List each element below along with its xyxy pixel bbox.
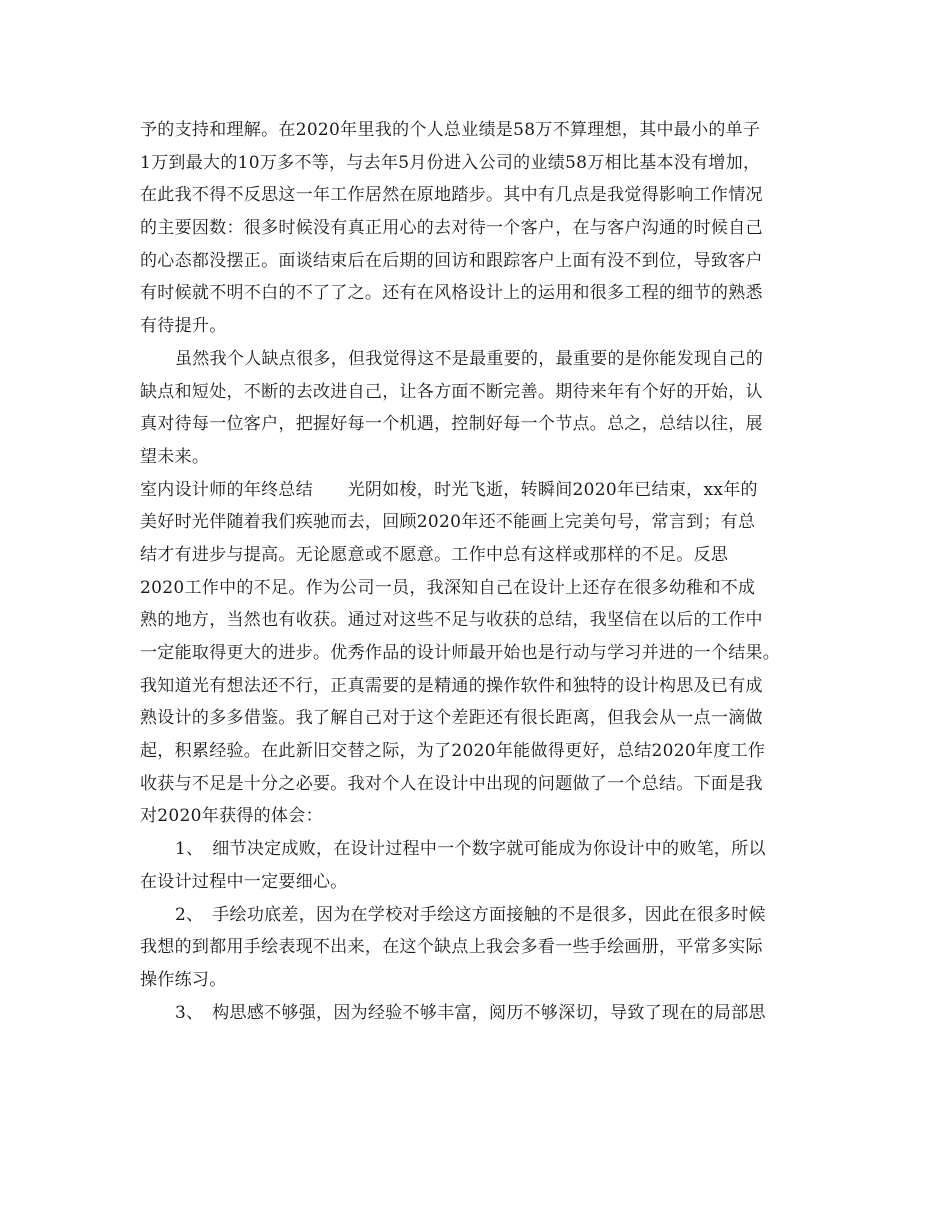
text-line: 操作练习。 — [140, 969, 227, 990]
text-line: 熟的地方，当然也有收获。通过对这些不足与收获的总结，我坚信在以后的工作中 — [140, 610, 763, 631]
text-line: 我知道光有想法还不行，正真需要的是精通的操作软件和独特的设计构思及已有成 — [140, 675, 763, 696]
text-line: 1万到最大的10万多不等，与去年5月份进入公司的业绩58万相比基本没有增加， — [140, 152, 761, 173]
text-line: 予的支持和理解。在2020年里我的个人总业绩是58万不算理想，其中最小的单子 — [140, 120, 761, 140]
text-line: 起，积累经验。在此新旧交替之际，为了2020年能做得更好，总结2020年度工作 — [140, 741, 766, 762]
text-line: 望未来。 — [140, 446, 210, 467]
text-line: 我想的到都用手绘表现不出来，在这个缺点上我会多看一些手绘画册，平常多实际 — [140, 937, 763, 958]
text-line: 在设计过程中一定要细心。 — [140, 871, 348, 892]
text-line: 美好时光伴随着我们疾驰而去，回顾2020年还不能画上完美句号，常言到；有总 — [140, 512, 756, 533]
text-line: 1、 细节决定成败，在设计过程中一个数字就可能成为你设计中的败笔，所以 — [175, 839, 766, 860]
text-line: 有待提升。 — [140, 316, 227, 337]
text-line: 的心态都没摆正。面谈结束后在后期的回访和跟踪客户上面有没不到位，导致客户 — [140, 250, 763, 271]
text-line: 真对待每一位客户，把握好每一个机遇，控制好每一个节点。总之，总结以往，展 — [140, 414, 763, 435]
text-line: 熟设计的多多借鉴。我了解自己对于这个差距还有很长距离，但我会从一点一滴做 — [140, 708, 763, 729]
text-line: 缺点和短处，不断的去改进自己，让各方面不断完善。期待来年有个好的开始，认 — [140, 381, 763, 402]
text-line: 3、 构思感不够强，因为经验不够丰富，阅历不够深切，导致了现在的局部思 — [175, 1002, 766, 1023]
text-line: 2020工作中的不足。作为公司一员，我深知自己在设计上还存在很多幼稚和不成 — [140, 577, 756, 598]
text-line: 2、 手绘功底差，因为在学校对手绘这方面接触的不是很多，因此在很多时候 — [175, 904, 766, 925]
text-line: 对2020年获得的体会： — [140, 806, 323, 827]
text-line: 虽然我个人缺点很多，但我觉得这不是最重要的，最重要的是你能发现自己的 — [175, 348, 764, 369]
text-line: 在此我不得不反思这一年工作居然在原地踏步。其中有几点是我觉得影响工作情况 — [140, 185, 763, 206]
text-line: 一定能取得更大的进步。优秀作品的设计师最开始也是行动与学习并进的一个结果。 — [140, 643, 781, 663]
text-line: 收获与不足是十分之必要。我对个人在设计中出现的问题做了一个总结。下面是我 — [140, 773, 763, 794]
text-line: 的主要因数：很多时候没有真正用心的去对待一个客户，在与客户沟通的时候自己 — [140, 218, 763, 239]
text-line: 有时候就不明不白的不了了之。还有在风格设计上的运用和很多工程的细节的熟悉 — [140, 283, 763, 304]
text-line: 结才有进步与提高。无论愿意或不愿意。工作中总有这样或那样的不足。反思 — [140, 544, 729, 565]
text-line: 室内设计师的年终总结 光阴如梭，时光飞逝，转瞬间2020年已结束，xx年的 — [140, 479, 758, 500]
document-body — [140, 114, 840, 1029]
